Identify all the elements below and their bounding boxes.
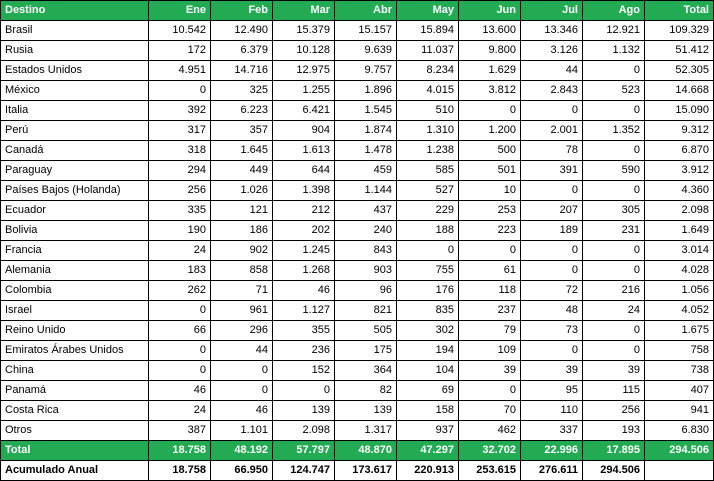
column-header-ago[interactable]: Ago (583, 1, 645, 21)
cell-value: 66 (149, 321, 211, 341)
cell-value: 1.398 (273, 181, 335, 201)
cell-total: 738 (645, 361, 714, 381)
cell-value: 12.975 (273, 61, 335, 81)
cell-value: 0 (583, 181, 645, 201)
cell-value: 121 (211, 201, 273, 221)
cell-value: 437 (335, 201, 397, 221)
table-row (1, 41, 714, 61)
cell-value: 1.245 (273, 241, 335, 261)
header-row (1, 1, 714, 21)
cell-value: 296 (211, 321, 273, 341)
cell-value: 3.126 (521, 41, 583, 61)
cell-value: 500 (459, 141, 521, 161)
cell-value: 0 (459, 241, 521, 261)
table-row (1, 201, 714, 221)
cell-value: 0 (211, 381, 273, 401)
cell-total: 1.649 (645, 221, 714, 241)
cell-value: 46 (211, 401, 273, 421)
cell-value: 190 (149, 221, 211, 241)
cell-value: 505 (335, 321, 397, 341)
cell-value: 1.613 (273, 141, 335, 161)
cell-value: 189 (521, 221, 583, 241)
cell-value: 15.894 (397, 21, 459, 41)
cell-value: 585 (397, 161, 459, 181)
cell-value: 392 (149, 101, 211, 121)
cell-value: 317 (149, 121, 211, 141)
cell-value: 1.144 (335, 181, 397, 201)
cell-value: 364 (335, 361, 397, 381)
column-header-mar[interactable]: Mar (273, 1, 335, 21)
cell-value: 294 (149, 161, 211, 181)
cell-destino: Estados Unidos (1, 61, 149, 81)
cell-value: 237 (459, 301, 521, 321)
column-header-jul[interactable]: Jul (521, 1, 583, 21)
column-header-destino[interactable]: Destino (1, 1, 149, 21)
cell-value: 172 (149, 41, 211, 61)
cell-value: 355 (273, 321, 335, 341)
cell-total: 2.098 (645, 201, 714, 221)
cell-value: 82 (335, 381, 397, 401)
cell-value: 79 (459, 321, 521, 341)
cell-value: 0 (583, 261, 645, 281)
cell-value: 0 (583, 341, 645, 361)
total-row-value: 294.506 (645, 441, 714, 461)
cell-value: 4.015 (397, 81, 459, 101)
cell-value: 337 (521, 421, 583, 441)
cell-value: 69 (397, 381, 459, 401)
table-row (1, 81, 714, 101)
cell-value: 229 (397, 201, 459, 221)
cell-value: 262 (149, 281, 211, 301)
cell-value: 61 (459, 261, 521, 281)
accumulated-row-value: 220.913 (397, 461, 459, 481)
cell-value: 523 (583, 81, 645, 101)
cell-value: 3.812 (459, 81, 521, 101)
cell-value: 0 (273, 381, 335, 401)
table-row (1, 61, 714, 81)
cell-value: 9.639 (335, 41, 397, 61)
accumulated-row-value: 66.950 (211, 461, 273, 481)
cell-value: 202 (273, 221, 335, 241)
cell-value: 2.001 (521, 121, 583, 141)
cell-value: 1.645 (211, 141, 273, 161)
cell-value: 462 (459, 421, 521, 441)
cell-value: 46 (149, 381, 211, 401)
cell-destino: Israel (1, 301, 149, 321)
cell-total: 52.305 (645, 61, 714, 81)
cell-value: 186 (211, 221, 273, 241)
table-row (1, 121, 714, 141)
cell-value: 501 (459, 161, 521, 181)
cell-value: 1.101 (211, 421, 273, 441)
cell-value: 0 (459, 381, 521, 401)
cell-value: 510 (397, 101, 459, 121)
cell-total: 3.912 (645, 161, 714, 181)
cell-destino: Colombia (1, 281, 149, 301)
cell-total: 6.830 (645, 421, 714, 441)
cell-destino: Reino Unido (1, 321, 149, 341)
column-header-ene[interactable]: Ene (149, 1, 211, 21)
cell-value: 152 (273, 361, 335, 381)
cell-value: 236 (273, 341, 335, 361)
column-header-feb[interactable]: Feb (211, 1, 273, 21)
total-row-value: 57.797 (273, 441, 335, 461)
cell-value: 644 (273, 161, 335, 181)
cell-value: 115 (583, 381, 645, 401)
cell-value: 158 (397, 401, 459, 421)
cell-value: 12.921 (583, 21, 645, 41)
cell-value: 357 (211, 121, 273, 141)
cell-value: 0 (149, 301, 211, 321)
cell-value: 835 (397, 301, 459, 321)
cell-value: 449 (211, 161, 273, 181)
cell-value: 305 (583, 201, 645, 221)
cell-value: 0 (521, 101, 583, 121)
accumulated-row-value: 124.747 (273, 461, 335, 481)
cell-value: 1.200 (459, 121, 521, 141)
column-header-may[interactable]: May (397, 1, 459, 21)
accumulated-row-value (645, 461, 714, 481)
cell-destino: Países Bajos (Holanda) (1, 181, 149, 201)
table-row (1, 401, 714, 421)
cell-value: 14.716 (211, 61, 273, 81)
cell-value: 240 (335, 221, 397, 241)
accumulated-row-value: 276.611 (521, 461, 583, 481)
table-row (1, 321, 714, 341)
cell-value: 256 (149, 181, 211, 201)
cell-value: 9.757 (335, 61, 397, 81)
cell-value: 1.352 (583, 121, 645, 141)
cell-value: 71 (211, 281, 273, 301)
cell-value: 73 (521, 321, 583, 341)
cell-value: 231 (583, 221, 645, 241)
cell-value: 391 (521, 161, 583, 181)
cell-value: 0 (149, 341, 211, 361)
cell-value: 2.098 (273, 421, 335, 441)
cell-destino: Otros (1, 421, 149, 441)
cell-value: 256 (583, 401, 645, 421)
cell-total: 3.014 (645, 241, 714, 261)
cell-value: 0 (211, 361, 273, 381)
cell-value: 9.800 (459, 41, 521, 61)
accumulated-row-value: 18.758 (149, 461, 211, 481)
column-header-abr[interactable]: Abr (335, 1, 397, 21)
cell-value: 318 (149, 141, 211, 161)
cell-value: 48 (521, 301, 583, 321)
cell-value: 216 (583, 281, 645, 301)
cell-value: 24 (149, 241, 211, 261)
cell-value: 0 (397, 241, 459, 261)
cell-total: 407 (645, 381, 714, 401)
cell-value: 335 (149, 201, 211, 221)
cell-destino: Rusia (1, 41, 149, 61)
cell-value: 70 (459, 401, 521, 421)
cell-total: 4.052 (645, 301, 714, 321)
cell-value: 904 (273, 121, 335, 141)
cell-total: 4.028 (645, 261, 714, 281)
cell-value: 0 (583, 321, 645, 341)
cell-value: 903 (335, 261, 397, 281)
cell-value: 0 (149, 81, 211, 101)
cell-value: 1.127 (273, 301, 335, 321)
cell-value: 1.132 (583, 41, 645, 61)
cell-value: 44 (521, 61, 583, 81)
cell-destino: Alemania (1, 261, 149, 281)
cell-value: 0 (521, 181, 583, 201)
table-header (1, 1, 714, 21)
cell-value: 1.896 (335, 81, 397, 101)
cell-value: 527 (397, 181, 459, 201)
cell-destino: Emiratos Árabes Unidos (1, 341, 149, 361)
cell-value: 1.629 (459, 61, 521, 81)
cell-destino: Canadá (1, 141, 149, 161)
cell-destino: México (1, 81, 149, 101)
table-row (1, 161, 714, 181)
cell-total: 4.360 (645, 181, 714, 201)
cell-value: 13.600 (459, 21, 521, 41)
cell-value: 188 (397, 221, 459, 241)
cell-value: 325 (211, 81, 273, 101)
cell-value: 12.490 (211, 21, 273, 41)
cell-value: 1.478 (335, 141, 397, 161)
cell-total: 6.870 (645, 141, 714, 161)
cell-value: 118 (459, 281, 521, 301)
cell-value: 207 (521, 201, 583, 221)
cell-value: 961 (211, 301, 273, 321)
cell-value: 10 (459, 181, 521, 201)
total-row-value: 48.870 (335, 441, 397, 461)
cell-value: 8.234 (397, 61, 459, 81)
cell-value: 95 (521, 381, 583, 401)
cell-value: 46 (273, 281, 335, 301)
cell-value: 387 (149, 421, 211, 441)
cell-value: 0 (583, 241, 645, 261)
cell-value: 96 (335, 281, 397, 301)
cell-value: 13.346 (521, 21, 583, 41)
cell-value: 104 (397, 361, 459, 381)
accumulated-row-label: Acumulado Anual (1, 461, 149, 481)
cell-value: 139 (335, 401, 397, 421)
total-row-value: 32.702 (459, 441, 521, 461)
cell-value: 11.037 (397, 41, 459, 61)
cell-total: 51.412 (645, 41, 714, 61)
table-row (1, 281, 714, 301)
accumulated-row (1, 461, 714, 481)
cell-value: 39 (583, 361, 645, 381)
cell-value: 194 (397, 341, 459, 361)
cell-value: 10.542 (149, 21, 211, 41)
cell-value: 6.379 (211, 41, 273, 61)
total-row-value: 17.895 (583, 441, 645, 461)
cell-value: 2.843 (521, 81, 583, 101)
cell-destino: Ecuador (1, 201, 149, 221)
cell-value: 175 (335, 341, 397, 361)
cell-value: 139 (273, 401, 335, 421)
cell-total: 941 (645, 401, 714, 421)
table-row (1, 181, 714, 201)
table-row (1, 261, 714, 281)
cell-value: 0 (583, 101, 645, 121)
cell-value: 858 (211, 261, 273, 281)
cell-value: 72 (521, 281, 583, 301)
cell-value: 24 (149, 401, 211, 421)
cell-destino: China (1, 361, 149, 381)
cell-total: 109.329 (645, 21, 714, 41)
table-row (1, 221, 714, 241)
cell-value: 1.317 (335, 421, 397, 441)
table-row (1, 241, 714, 261)
cell-value: 937 (397, 421, 459, 441)
cell-total: 9.312 (645, 121, 714, 141)
cell-value: 6.421 (273, 101, 335, 121)
table-row (1, 101, 714, 121)
total-row-value: 48.192 (211, 441, 273, 461)
total-row-value: 47.297 (397, 441, 459, 461)
table-row (1, 421, 714, 441)
cell-value: 44 (211, 341, 273, 361)
accumulated-row-value: 253.615 (459, 461, 521, 481)
column-header-jun[interactable]: Jun (459, 1, 521, 21)
cell-value: 1.268 (273, 261, 335, 281)
cell-value: 755 (397, 261, 459, 281)
cell-value: 253 (459, 201, 521, 221)
cell-value: 15.379 (273, 21, 335, 41)
cell-value: 821 (335, 301, 397, 321)
table-row (1, 21, 714, 41)
total-row-value: 22.996 (521, 441, 583, 461)
cell-total: 1.675 (645, 321, 714, 341)
cell-destino: Brasil (1, 21, 149, 41)
cell-destino: Italia (1, 101, 149, 121)
table-row (1, 301, 714, 321)
table-row (1, 381, 714, 401)
cell-destino: Paraguay (1, 161, 149, 181)
cell-value: 1.310 (397, 121, 459, 141)
cell-value: 302 (397, 321, 459, 341)
cell-value: 183 (149, 261, 211, 281)
cell-value: 39 (459, 361, 521, 381)
cell-destino: Perú (1, 121, 149, 141)
cell-value: 1.026 (211, 181, 273, 201)
cell-value: 590 (583, 161, 645, 181)
table-row (1, 141, 714, 161)
table-body (1, 21, 714, 481)
cell-value: 24 (583, 301, 645, 321)
cell-value: 193 (583, 421, 645, 441)
cell-value: 1.874 (335, 121, 397, 141)
cell-destino: Francia (1, 241, 149, 261)
column-header-total[interactable]: Total (645, 1, 714, 21)
cell-value: 10.128 (273, 41, 335, 61)
cell-value: 110 (521, 401, 583, 421)
accumulated-row-value: 173.617 (335, 461, 397, 481)
cell-value: 843 (335, 241, 397, 261)
cell-value: 1.238 (397, 141, 459, 161)
cell-value: 0 (521, 261, 583, 281)
cell-value: 1.255 (273, 81, 335, 101)
table-row (1, 361, 714, 381)
cell-value: 0 (583, 141, 645, 161)
cell-value: 0 (583, 61, 645, 81)
cell-value: 212 (273, 201, 335, 221)
table-row (1, 341, 714, 361)
cell-value: 78 (521, 141, 583, 161)
cell-value: 223 (459, 221, 521, 241)
cell-value: 1.545 (335, 101, 397, 121)
cell-value: 176 (397, 281, 459, 301)
cell-total: 1.056 (645, 281, 714, 301)
total-row-value: 18.758 (149, 441, 211, 461)
cell-value: 4.951 (149, 61, 211, 81)
total-row-label: Total (1, 441, 149, 461)
cell-destino: Panamá (1, 381, 149, 401)
accumulated-row-value: 294.506 (583, 461, 645, 481)
cell-total: 14.668 (645, 81, 714, 101)
cell-value: 0 (459, 101, 521, 121)
cell-value: 0 (521, 241, 583, 261)
cell-value: 902 (211, 241, 273, 261)
cell-value: 109 (459, 341, 521, 361)
cell-value: 6.223 (211, 101, 273, 121)
cell-destino: Bolivia (1, 221, 149, 241)
cell-total: 758 (645, 341, 714, 361)
cell-value: 0 (149, 361, 211, 381)
cell-value: 15.157 (335, 21, 397, 41)
cell-value: 39 (521, 361, 583, 381)
cell-destino: Costa Rica (1, 401, 149, 421)
cell-value: 0 (521, 341, 583, 361)
cell-total: 15.090 (645, 101, 714, 121)
total-row (1, 441, 714, 461)
cell-value: 459 (335, 161, 397, 181)
